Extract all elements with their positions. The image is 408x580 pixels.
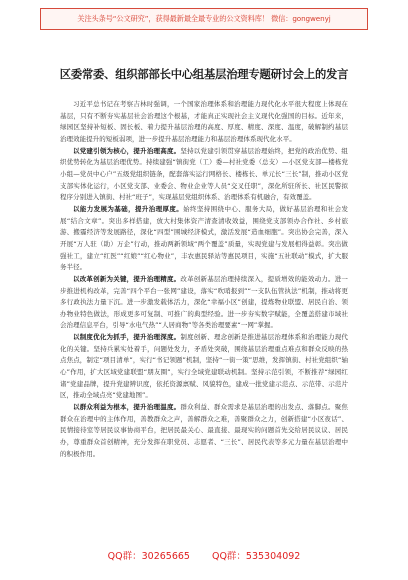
qq-group-left: QQ群：30265665 <box>107 551 190 562</box>
paragraph <box>60 274 348 332</box>
promo-banner <box>40 8 368 30</box>
paragraph-text: 坚持以党建引领贯穿基层治理始终，把党的政治优势、组织优势转化为基层治理优势。持续建强“镇街党（工）委—村社党委（总支）—小区党支部—楼栋党小组—党员中心户”五级党组织链条，配套落实运行网格长、楼栋长、单元长“三长”制，推动小区党支部实体化运行，小区党支部、业委会、物业企业等人员“交叉任职”，深化所驻所长、社区民警拟程序分别进入镇街、村社“班子”，实现基层党组织体系、治理体系有机融合，有效覆盖。 <box>60 146 348 202</box>
paragraph-heading: 以能力发展为基础，提升治理厚度。 <box>73 204 184 213</box>
paragraph <box>60 204 348 274</box>
paragraph <box>60 99 348 146</box>
promo-banner-text: 关注头条号“公文研究”，获得最新最全最专业的公文资料库！ 微信：gongwenyj <box>77 14 331 23</box>
paragraph-heading: 以党建引领为核心，提升治理高度。 <box>73 146 181 155</box>
paragraph <box>60 332 348 402</box>
qq-group-right: QQ群：535304092 <box>211 551 301 562</box>
footer-contacts <box>0 548 408 562</box>
paragraph-text: 群众利益、群众需求是基层治理的出发点、落脚点。聚焦群众在治理中的主体作用，善教群众之声，善解群众之难，善聚群众之力，创新搭建“小区夜话”、民情接待室等居民议事协商平台，把居民最关心、最直接、最现实的问题首先交给居民议议、居民办，尊重群众首创精神，充分发挥在职党员、志愿者、“三长”、居民代表等多元力量在基层治理中的积极作用。 <box>60 403 348 458</box>
paragraph-text: 制度创新、理念创新是推进基层治理体系和治理能力现代化的关键。坚持兵累实处着手，问题处发力，矛盾处突破，围绕基层治理重点难点和群众反映的热点焦点，制定“项目清单”，实行“书记领题”机制，坚持“一街一策”思维，发挥镇街、村社党组织“轴心”作用，扩大区域党建联盟“朋友圈”，实行全域党建联动机制。坚持示范引领，不断推荐“绿园红诸”党建品牌，提升党建辨识度，依托资源禀赋、风貌特色，建成一批党建示范点、示范带、示范片区，推动全域点亮“党建地图”。 <box>60 333 348 400</box>
paragraph-text: 习近平总书记在考察吉林时强调，一个国家治理体系和治理能力现代化水平很大程度上体现在基层，只有不断夯实基层社会治理这个根基，才能真正实现社会主义现代化强国的目标。近年来，绿园区坚持补短板、固长板、着力提升基层治理的高度、厚度、精度、深度、温度，破解制约基层治理效能提升的短板弱项，进一步提升基层治理能力和基层治理体系现代化水平。 <box>60 100 348 143</box>
paragraph-text: 始终坚持围绕中心、服务大局，做好基层治理和社会发展“结合文章”。突出多样搭建，放大村集体资产清查清收效益，围绕党支部领办合作社、乡村旅游、搬霾经济等发展路径，深化“四型”围城经济模式，激活发展“造血细胞”。突出协会完善，深入开展“万人驻（助）万企”行动，推动两新领域“两个覆盖”质量，实现党建与发展相得益彰。突出做强社工，建立“红医”“红娘”“红心物业”，丰农惠民驿站等惠民项目，实施“五社联动”模式，扩大服务半径。 <box>60 204 348 272</box>
document-body <box>60 99 348 460</box>
paragraph <box>60 402 348 460</box>
paragraph <box>60 146 348 204</box>
paragraph-heading: 以制度优化为抓手，提升治理深度。 <box>73 333 181 342</box>
document-title: 区委常委、组织部部长中心组基层治理专题研讨会上的发言 <box>59 68 349 81</box>
paragraph-heading: 以群众利益为根本，提升治理温度。 <box>73 403 181 412</box>
paragraph-text: 改革创新基层治理持续深入，提质增效的能效动力。进一步推进机构改革，完善“四个平台一张网”建设，落实“吹哨报到”“一支队伍管执法”机制，推动将更多行政执法力量下沉。进一步激发载体活力，深化“幸福小区”创建，提炼物业联盟、居民自治、领办物业特色做法，形成更多可复制、可推广的典型经验。进一步夯实数字赋能，全覆盖搭建市域社会治理信息平台，引导“水电气热”“人居商物”等各类治理要素“一网”掌握。 <box>60 274 348 330</box>
paragraph-heading: 以改革创新为关键，提升治理精度。 <box>73 274 181 283</box>
